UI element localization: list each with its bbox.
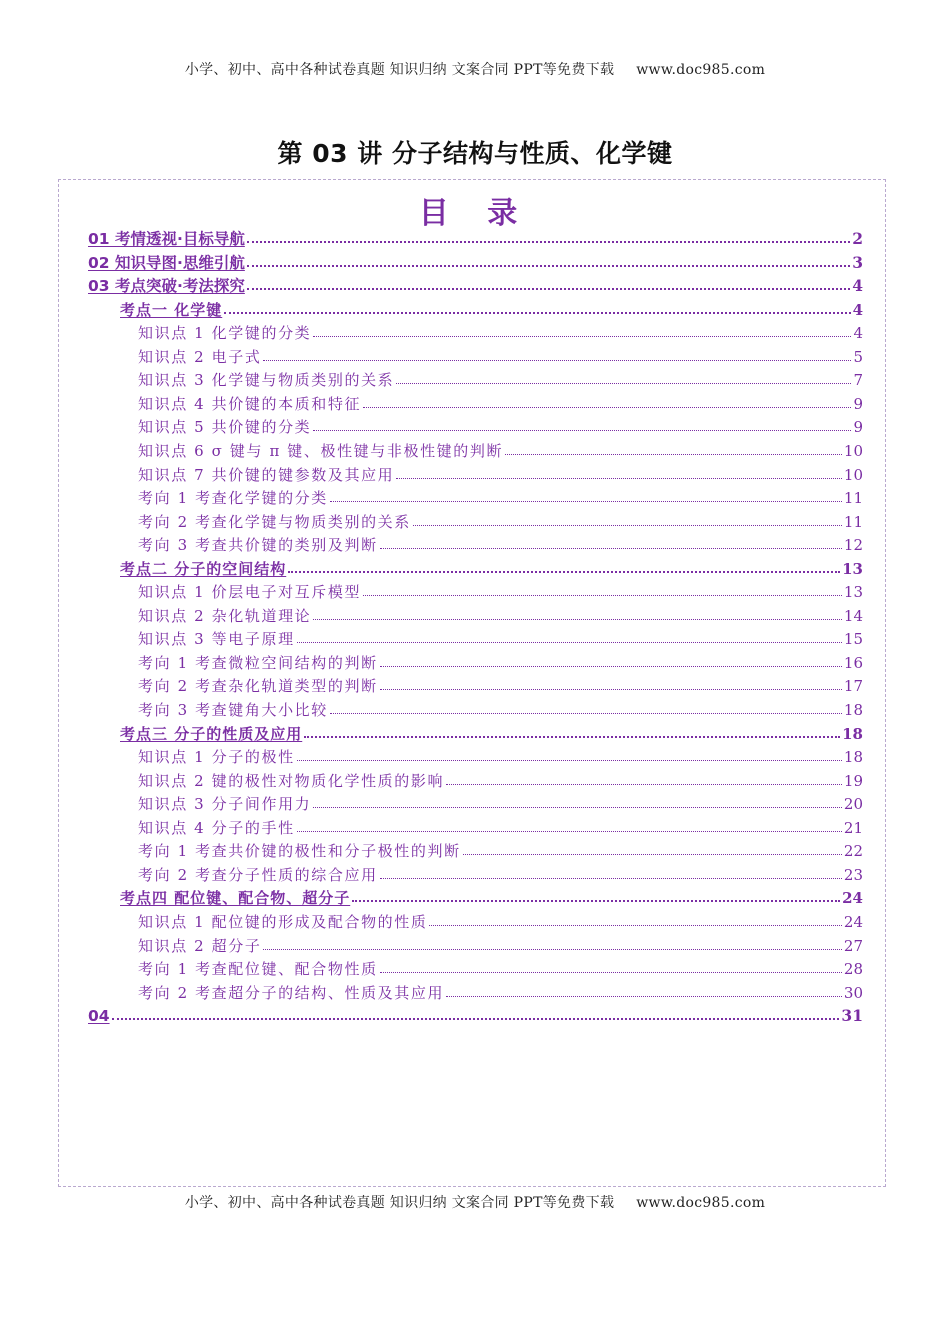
- toc-entry-label: 考向 2 考查杂化轨道类型的判断: [138, 677, 378, 696]
- toc-entry-level-1[interactable]: [88, 275, 863, 297]
- toc-entry-level-3[interactable]: [138, 746, 863, 768]
- toc-entry-label: 考向 1 考查共价键的极性和分子极性的判断: [138, 842, 461, 861]
- toc-page-number: 22: [843, 842, 863, 861]
- toc-entry-label: 考向 3 考查共价键的类别及判断: [138, 536, 378, 555]
- toc-entry-level-1[interactable]: [88, 1005, 863, 1027]
- toc-dot-leader: [313, 619, 842, 620]
- lecture-title: 第 03 讲 分子结构与性质、化学键: [277, 139, 673, 168]
- toc-dot-leader: [288, 571, 840, 573]
- toc-dot-leader: [380, 548, 842, 549]
- toc-dot-leader: [313, 336, 851, 337]
- toc-page-number: 10: [843, 465, 863, 484]
- toc-dot-leader: [247, 241, 850, 243]
- toc-entry-label: 知识点 2 超分子: [138, 936, 262, 955]
- toc-dot-leader: [304, 736, 840, 738]
- toc-dot-leader: [380, 972, 842, 973]
- toc-entry-level-2[interactable]: [120, 299, 863, 321]
- toc-entry-level-3[interactable]: [138, 958, 863, 980]
- toc-page-number: 3: [852, 252, 863, 272]
- toc-dot-leader: [352, 900, 840, 902]
- toc-page-number: 4: [852, 276, 863, 296]
- toc-dot-leader: [380, 878, 842, 879]
- toc-entry-label: 02 知识导图·思维引航: [88, 253, 245, 272]
- toc-dot-leader: [463, 854, 842, 855]
- toc-entry-label: 知识点 2 电子式: [138, 347, 262, 366]
- toc-entry-level-3[interactable]: [138, 911, 863, 933]
- toc-entry-level-3[interactable]: [138, 652, 863, 674]
- toc-dot-leader: [112, 1018, 840, 1020]
- toc-entry-label: 知识点 1 配位键的形成及配合物的性质: [138, 912, 428, 931]
- toc-entry-label: 考点一 化学键: [120, 300, 223, 319]
- toc-entry-label: 知识点 6 σ 键与 π 键、极性键与非极性键的判断: [138, 441, 504, 460]
- toc-page-number: 12: [843, 536, 863, 555]
- toc-page-number: 18: [843, 701, 863, 719]
- toc-dot-leader: [363, 407, 851, 408]
- toc-entry-level-2[interactable]: [120, 887, 863, 909]
- toc-dot-leader: [224, 312, 850, 314]
- toc-entry-label: 知识点 4 共价键的本质和特征: [138, 394, 362, 413]
- toc-entry-level-3[interactable]: [138, 369, 863, 391]
- toc-entry-level-2[interactable]: [120, 558, 863, 580]
- toc-page-number: 21: [843, 818, 863, 837]
- toc-entry-level-3[interactable]: [138, 675, 863, 697]
- toc-page-number: 28: [843, 960, 863, 979]
- toc-entry-level-3[interactable]: [138, 605, 863, 627]
- toc-page-number: 14: [843, 606, 863, 625]
- toc-entry-label: 考点三 分子的性质及应用: [120, 724, 303, 743]
- toc-page-number: 27: [843, 936, 863, 955]
- toc-dot-leader: [297, 760, 842, 761]
- toc-entry-level-3[interactable]: [138, 322, 863, 344]
- toc-entry-level-3[interactable]: [138, 346, 863, 368]
- toc-entry-label: 知识点 2 键的极性对物质化学性质的影响: [138, 771, 445, 790]
- toc-dot-leader: [263, 949, 841, 950]
- toc-entry-label: 知识点 7 共价键的键参数及其应用: [138, 465, 395, 484]
- toc-dot-leader: [429, 925, 841, 926]
- toc-dot-leader: [396, 383, 851, 384]
- toc-dot-leader: [505, 454, 842, 455]
- toc-page-number: 20: [843, 795, 863, 814]
- toc-entry-label: 考向 2 考查分子性质的综合应用: [138, 865, 378, 884]
- toc-entry-level-3[interactable]: [138, 840, 863, 862]
- toc-dot-leader: [380, 666, 842, 667]
- toc-entry-level-3[interactable]: [138, 393, 863, 415]
- toc-entry-label: 考向 2 考查化学键与物质类别的关系: [138, 512, 411, 531]
- toc-entry-level-3[interactable]: [138, 935, 863, 957]
- toc-page-number: 11: [843, 512, 863, 531]
- toc-dot-leader: [313, 807, 842, 808]
- toc-entry-level-3[interactable]: [138, 511, 863, 533]
- toc-entry-level-2[interactable]: [120, 723, 863, 745]
- toc-page-number: 2: [852, 229, 863, 248]
- toc-dot-leader: [446, 784, 842, 785]
- toc-dot-leader: [330, 713, 842, 714]
- header-text: 小学、初中、高中各种试卷真题 知识归纳 文案合同 PPT等免费下载: [184, 62, 615, 78]
- toc-page-number: 9: [853, 418, 863, 437]
- toc-entry-label: 知识点 4 分子的手性: [138, 818, 295, 837]
- toc-entry-level-3[interactable]: [138, 793, 863, 815]
- toc-entry-label: 知识点 1 价层电子对互斥模型: [138, 583, 362, 602]
- toc-entry-label: 03 考点突破·考法探究: [88, 277, 245, 296]
- toc-entry-level-3[interactable]: [138, 581, 863, 603]
- footer-text: 小学、初中、高中各种试卷真题 知识归纳 文案合同 PPT等免费下载: [184, 1195, 615, 1211]
- toc-entry-level-3[interactable]: [138, 628, 863, 650]
- toc-entry-label: 考点四 配位键、配合物、超分子: [120, 889, 351, 908]
- toc-entry-level-3[interactable]: [138, 770, 863, 792]
- toc-page-number: 4: [852, 300, 863, 319]
- toc-page-number: 7: [853, 371, 863, 390]
- header-site-link[interactable]: www.doc985.com: [636, 62, 766, 78]
- toc-entry-label: 知识点 1 分子的极性: [138, 748, 295, 767]
- toc-entry-level-3[interactable]: [138, 982, 863, 1004]
- toc-entry-label: 知识点 2 杂化轨道理论: [138, 606, 312, 625]
- toc-dot-leader: [380, 689, 842, 690]
- toc-entry-label: 考点二 分子的空间结构: [120, 559, 287, 578]
- toc-entry-level-3[interactable]: [138, 487, 863, 509]
- toc-dot-leader: [413, 525, 842, 526]
- toc-page-number: 9: [853, 394, 863, 413]
- toc-entry-level-3[interactable]: [138, 864, 863, 886]
- toc-page-number: 4: [853, 324, 863, 343]
- toc-entry-label: 04: [88, 1007, 110, 1026]
- toc-entry-level-1[interactable]: [88, 252, 863, 274]
- toc-entry-level-3[interactable]: [138, 440, 863, 462]
- page-footer: [0, 1192, 950, 1212]
- toc-entry-label: 知识点 3 分子间作用力: [138, 795, 312, 814]
- toc-entry-level-3[interactable]: [138, 464, 863, 486]
- toc-entry-level-3[interactable]: [138, 817, 863, 839]
- toc-page-number: 19: [843, 771, 863, 790]
- toc-entry-label: 考向 1 考查配位键、配合物性质: [138, 960, 378, 979]
- toc-entry-label: 考向 2 考查超分子的结构、性质及其应用: [138, 983, 445, 1002]
- toc-page-number: 11: [843, 489, 863, 508]
- toc-entry-label: 01 考情透视·目标导航: [88, 230, 245, 248]
- toc-entry-label: 知识点 5 共价键的分类: [138, 418, 312, 437]
- toc-page-number: 18: [842, 724, 863, 743]
- toc-dot-leader: [247, 288, 850, 290]
- page-header: [0, 59, 950, 79]
- toc-dot-leader: [363, 595, 842, 596]
- toc-dot-leader: [446, 996, 842, 997]
- toc-page-number: 18: [843, 748, 863, 767]
- toc-entry-level-3[interactable]: [138, 699, 863, 721]
- toc-dot-leader: [396, 478, 842, 479]
- toc-page-number: 24: [842, 889, 863, 908]
- toc-entry-label: 知识点 3 化学键与物质类别的关系: [138, 371, 395, 390]
- toc-entry-level-3[interactable]: [138, 416, 863, 438]
- footer-site-link[interactable]: www.doc985.com: [636, 1195, 766, 1211]
- toc-page-number: 13: [842, 559, 863, 578]
- toc-dot-leader: [247, 265, 850, 267]
- toc-page-number: 31: [841, 1006, 863, 1026]
- toc-dot-leader: [330, 501, 842, 502]
- toc-dot-leader: [263, 360, 851, 361]
- toc-page-number: 17: [843, 677, 863, 696]
- toc-dot-leader: [297, 831, 842, 832]
- toc-page-number: 5: [853, 347, 863, 366]
- toc-entry-level-3[interactable]: [138, 534, 863, 556]
- toc-entry-label: 考向 3 考查键角大小比较: [138, 701, 328, 719]
- toc-page-number: 15: [843, 630, 863, 649]
- toc-entry-label: 知识点 1 化学键的分类: [138, 324, 312, 343]
- toc-page-number: 13: [843, 583, 863, 602]
- toc-dot-leader: [313, 430, 851, 431]
- toc-dot-leader: [297, 642, 842, 643]
- toc-entry-label: 知识点 3 等电子原理: [138, 630, 295, 649]
- toc-page-number: 23: [843, 865, 863, 884]
- toc-entry-label: 考向 1 考查化学键的分类: [138, 489, 328, 508]
- toc-page-number: 10: [843, 441, 863, 460]
- toc-heading: 目 录: [418, 196, 532, 231]
- toc-entry-label: 考向 1 考查微粒空间结构的判断: [138, 653, 378, 672]
- toc-page-number: 30: [843, 983, 863, 1002]
- toc-entry-level-1[interactable]: [88, 228, 863, 250]
- toc-page-number: 24: [843, 912, 863, 931]
- toc-page-number: 16: [843, 653, 863, 672]
